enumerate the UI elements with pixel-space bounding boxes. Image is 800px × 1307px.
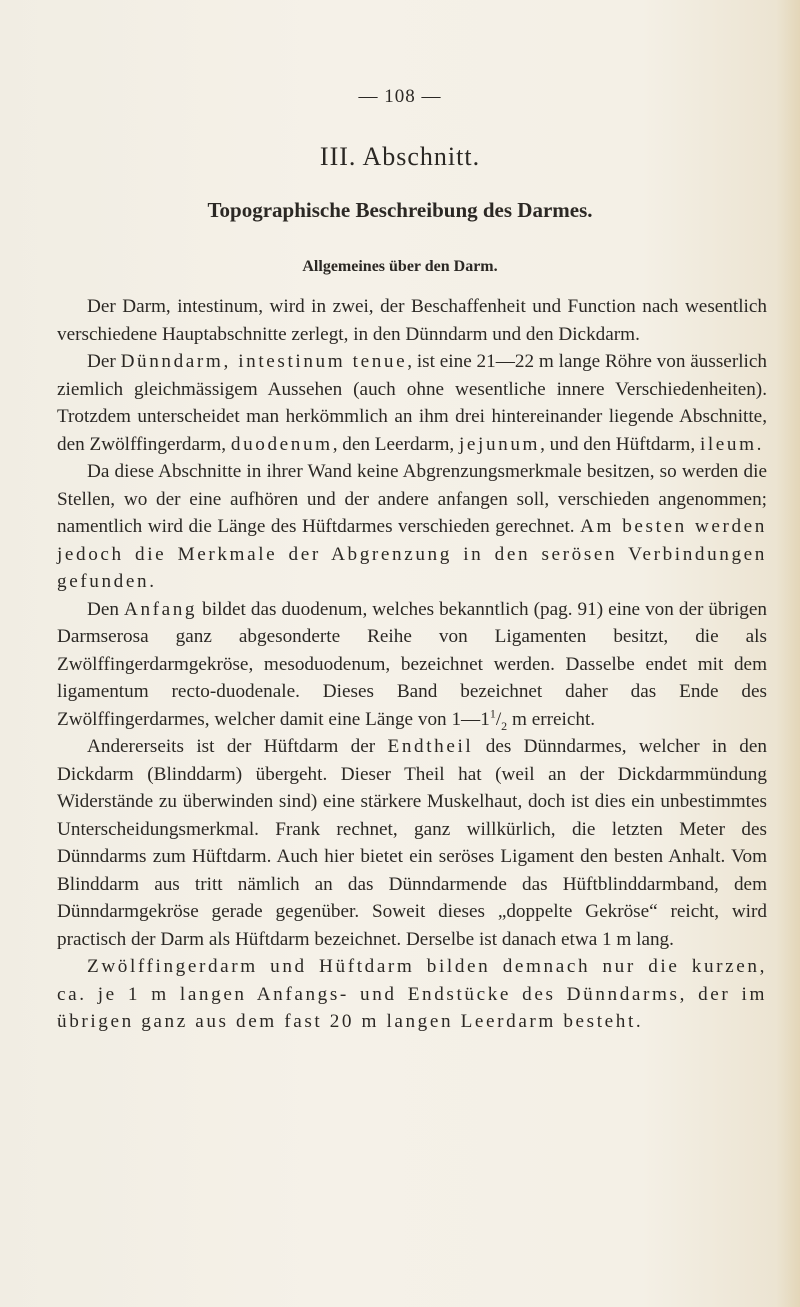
body-text bbox=[57, 293, 767, 1036]
emphasis: ileum bbox=[699, 433, 757, 455]
emphasis: Dünndarm, intestinum tenue bbox=[120, 351, 408, 372]
fraction-numerator: 1 bbox=[489, 706, 496, 721]
emphasis: duodenum bbox=[230, 433, 333, 455]
paragraph-5: Andererseits ist der Hüftdarm der Endtheil des Dünndarmes, welcher in den Dickdarm (Blinddarm) übergeht. Dieser Theil hat (weil an der Dickdarmmündung Widerstände zu überwinden sind) eine stärkere Muskelhaut, doch ist dies ein unbestimmtes Unterscheidungsmerkmal. Frank rechnet, ganz willkürlich, die letzten Meter des Dünndarms zum Hüftdarm. Auch hier bietet ein seröses Ligament den besten Anhalt. Vom Blinddarm aus tritt nämlich an das Dünndarmende das Hüftblinddarmband, dem Dünndarmgekröse gerade gegenüber. Soweit dieses „doppelte Gekröse“ reicht, wird practisch der Darm als Hüftdarm bezeichnet. Derselbe ist danach etwa 1 m lang. bbox=[57, 736, 767, 950]
emphasis: Am besten werden jedoch die Merkmale der Abgrenzung in den serösen Verbindungen gefunden bbox=[57, 516, 767, 592]
subheading: Allgemeines über den Darm. bbox=[302, 258, 498, 275]
paragraph-1: Der Darm, intestinum, wird in zwei, der Beschaffenheit und Function nach wesentlich verschiedene Hauptabschnitte zerlegt, in den Dünndarm und den Dickdarm. bbox=[57, 296, 767, 345]
paragraph-4: Den Anfang bildet das duodenum, welches bekanntlich (pag. 91) eine von der übrigen Darmserosa ganz abgesonderte Reihe von Ligamenten besitzt, die als Zwölffingerdarmgekröse, mesoduodenum, bezeichnet werden. Dasselbe endet mit dem ligamentum recto-duodenale. Dieses Band bezeichnet daher das Ende des Zwölffingerdarmes, welcher damit eine Länge von $1—1^1/_2$ m erreicht. bbox=[57, 598, 767, 733]
emphasis: Anfang bbox=[123, 598, 198, 620]
paragraph-6: Zwölffingerdarm und Hüftdarm bilden demnach nur die kurzen, ca. je 1 m langen Anfangs- und Endstücke des Dünndarms, der im übrigen ganz aus dem fast 20 m langen Leerdarm besteht. bbox=[57, 956, 767, 1032]
section-heading: III. Abschnitt. bbox=[319, 142, 481, 171]
chapter-title: Topographische Beschreibung des Darmes. bbox=[207, 198, 593, 222]
paragraph-3: Da diese Abschnitte in ihrer Wand keine Abgrenzungsmerkmale besitzen, so werden die Stellen, wo der eine aufhören und der andere anfangen soll, verschieden angenommen; namentlich wird die Länge des Hüftdarmes verschieden gerechnet. Am besten werden jedoch die Merkmale der Abgrenzung in den serösen Verbindungen gefunden. bbox=[57, 461, 767, 592]
page-number: — 108 — bbox=[358, 86, 442, 107]
emphasis: Endtheil bbox=[387, 736, 474, 757]
paragraph-2: Der Dünndarm, intestinum tenue, ist eine 21—22 m lange Röhre von äusserlich ziemlich gleichmässigem Aussehen (auch ohne wesentliche innere Verschiedenheiten). Trotzdem unterscheidet man herkömmlich an ihm drei hintereinander liegende Abschnitte, den Zwölffingerdarm, duodenum, den Leerdarm, jejunum, und den Hüftdarm, ileum. bbox=[57, 351, 767, 455]
fraction-denominator: 2 bbox=[501, 718, 508, 733]
emphasis: jejunum bbox=[458, 433, 541, 455]
